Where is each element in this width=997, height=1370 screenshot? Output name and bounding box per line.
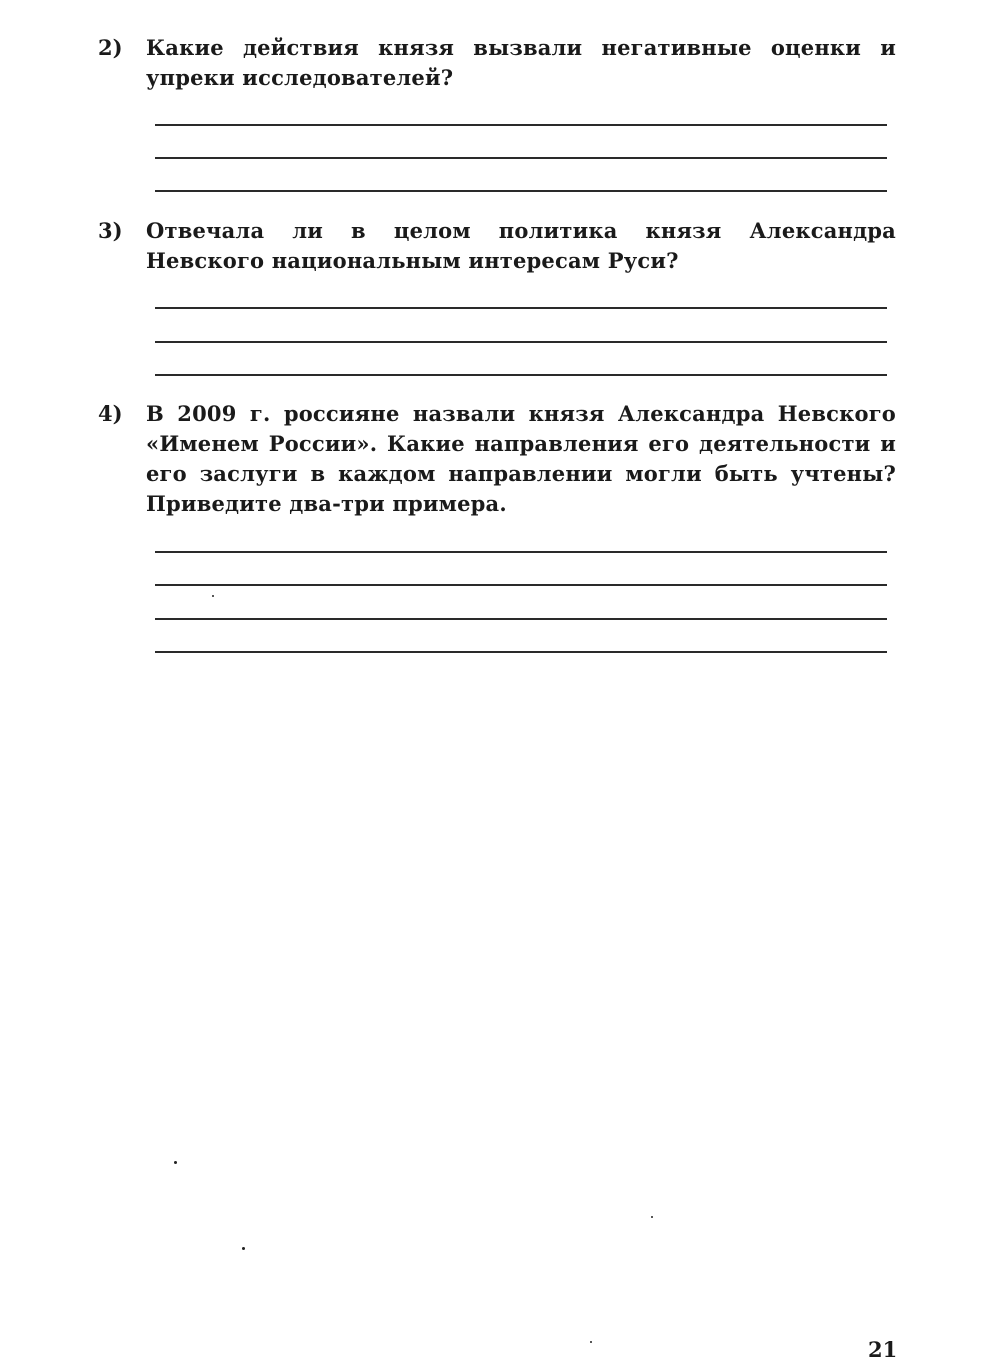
answer-line[interactable] — [155, 157, 887, 159]
page-number: 21 — [868, 1337, 898, 1362]
scan-speck — [651, 1216, 653, 1218]
question-text: Какие действия князя вызвали негативные оценки и упреки исследователей? — [146, 35, 896, 90]
question-number: 2) — [98, 35, 123, 60]
answer-line[interactable] — [155, 618, 887, 620]
scan-speck — [590, 1341, 592, 1343]
answer-line[interactable] — [155, 341, 887, 343]
scan-speck — [174, 1161, 177, 1164]
answer-line[interactable] — [155, 307, 887, 309]
answer-line[interactable] — [155, 124, 887, 126]
question-text: В 2009 г. россияне назвали князя Александра Невского «Именем России». Какие направления его деятельности и его заслуги в каждом направлении могли быть учтены? Приведите два-три примера. — [146, 401, 896, 516]
answer-line[interactable] — [155, 584, 887, 586]
answer-line[interactable] — [155, 374, 887, 376]
scan-speck — [242, 1247, 245, 1250]
question-text: Отвечала ли в целом политика князя Александра Невского национальным интересам Руси? — [146, 218, 896, 273]
question-number: 3) — [98, 218, 123, 243]
answer-line[interactable] — [155, 190, 887, 192]
question-number: 4) — [98, 401, 123, 426]
answer-line[interactable] — [155, 651, 887, 653]
scan-speck — [212, 595, 214, 597]
answer-line[interactable] — [155, 551, 887, 553]
